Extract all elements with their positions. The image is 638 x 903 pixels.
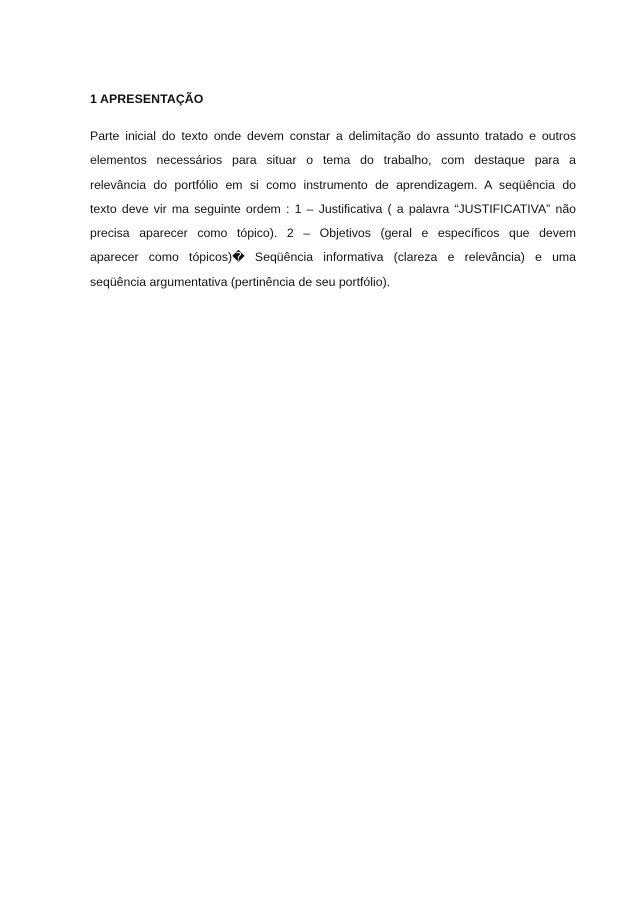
paragraph-line: aparecer como tópicos)� Seqüência informativa (clareza e relevância) e uma <box>90 250 576 265</box>
paragraph-line: precisa aparecer como tópico). 2 – Objetivos (geral e específicos que devem <box>90 226 576 241</box>
paragraph-line: texto deve vir ma seguinte ordem : 1 – Justificativa ( a palavra “JUSTIFICATIVA” não <box>90 201 576 216</box>
paragraph-line: elementos necessários para situar o tema do trabalho, com destaque para a <box>90 153 576 168</box>
paragraph-line: Parte inicial do texto onde devem constar a delimitação do assunto tratado e outros <box>90 129 576 143</box>
section-heading: 1 APRESENTAÇÃO <box>90 92 204 106</box>
paragraph-line: relevância do portfólio em si como instrumento de aprendizagem. A seqüência do <box>90 177 576 192</box>
paragraph-line: seqüência argumentativa (pertinência de seu portfólio). <box>90 274 391 289</box>
section-body <box>90 128 576 298</box>
